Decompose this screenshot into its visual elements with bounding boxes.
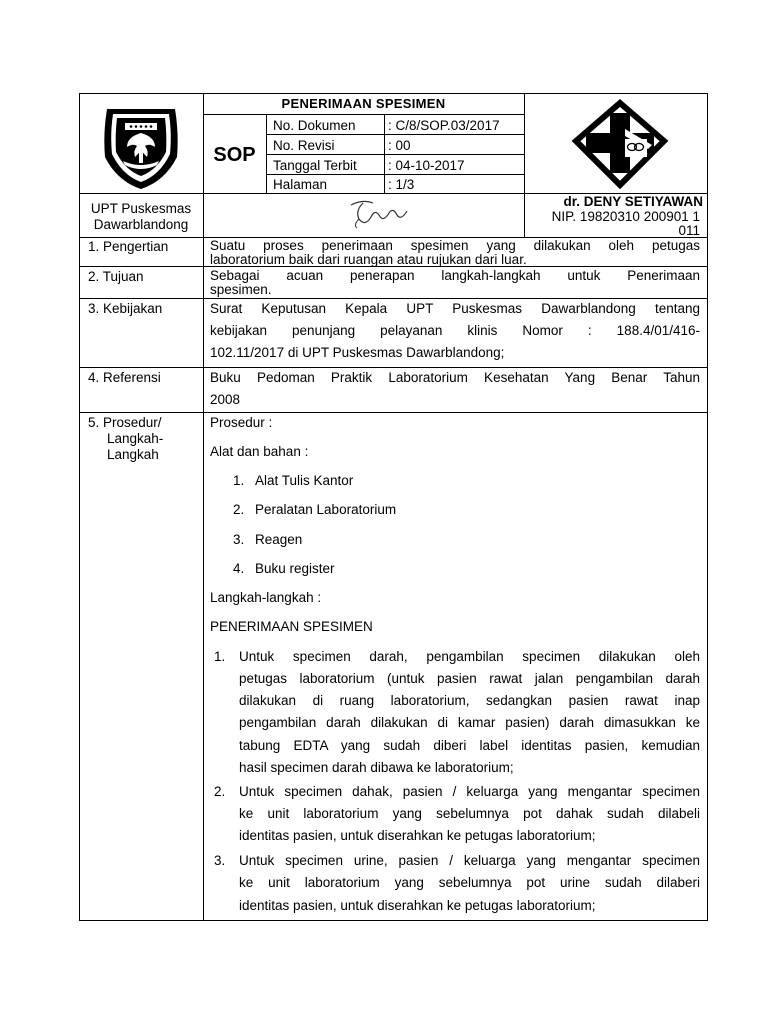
step-text: identitas pasien, untuk diserahkan ke petugas laboratorium; xyxy=(239,828,596,843)
document-title: PENERIMAAN SPESIMEN xyxy=(281,96,446,111)
section-text: kebijakan penunjang pelayanan klinis Nomor : 188.4/01/416- xyxy=(210,323,700,338)
steps-heading: Langkah-langkah : xyxy=(210,590,322,605)
sop-label: SOP xyxy=(213,144,256,166)
signature-mark xyxy=(345,197,415,231)
section-label: 4. Referensi xyxy=(88,370,161,385)
list-item: Buku register xyxy=(255,561,335,576)
unit-name: UPT Puskesmas xyxy=(90,201,192,216)
section-text: Surat Keputusan Kepala UPT Puskesmas Dawarblandong tentang xyxy=(210,301,700,316)
section-label: 1. Pengertian xyxy=(88,239,169,254)
table-border-bottom xyxy=(79,920,708,921)
step-text: Untuk specimen urine, pasien / keluarga yang mengantar specimen xyxy=(239,853,700,868)
signer-nip: NIP. 19820310 200901 1 xyxy=(551,209,700,224)
section-text: 2008 xyxy=(210,392,241,407)
step-text: hasil specimen darah dibawa ke laboratorium; xyxy=(239,760,514,775)
title-underline xyxy=(203,114,524,115)
step-number: 3. xyxy=(214,853,226,868)
meta-row-line xyxy=(266,134,524,135)
section-text: 102.11/2017 di UPT Puskesmas Dawarblandong; xyxy=(210,345,505,360)
regency-emblem-icon xyxy=(97,99,185,191)
section-label: Langkah- xyxy=(107,431,164,446)
section-text: Suatu proses penerimaan spesimen yang dilakukan oleh petugas xyxy=(210,238,700,253)
steps-subheading: PENERIMAAN SPESIMEN xyxy=(210,619,373,634)
step-text: Untuk specimen darah, pengambilan specimen dilakukan oleh xyxy=(239,649,700,664)
step-text: Untuk specimen dahak, pasien / keluarga yang mengantar specimen xyxy=(239,784,700,799)
list-item: Reagen xyxy=(255,532,303,547)
header-divider-right xyxy=(524,93,525,237)
row-line xyxy=(79,412,708,413)
step-text: ke unit laboratorium yang sebelumnya pot urine sudah dilaberi xyxy=(239,875,700,890)
signer-name: dr. DENY SETIYAWAN xyxy=(563,194,703,209)
row-line xyxy=(79,367,708,368)
section-label: 3. Kebijakan xyxy=(88,301,163,316)
step-text: pengambilan darah dilakukan di kamar pasien) darah dimasukkan ke xyxy=(239,715,700,730)
step-text: ke unit laboratorium yang sebelumnya pot dahak sudah dilabeli xyxy=(239,806,700,821)
step-number: 1. xyxy=(214,649,226,664)
list-number: 4. xyxy=(233,561,245,576)
step-text: identitas pasien, untuk diserahkan ke petugas laboratorium; xyxy=(239,898,596,913)
row-line xyxy=(79,298,708,299)
step-text: petugas laboratorium (untuk pasien rawat jalan pengambilan darah xyxy=(239,671,700,686)
meta-value: : 00 xyxy=(388,138,411,153)
unit-name: Dawarblandong xyxy=(93,217,189,232)
column-divider xyxy=(203,93,204,920)
step-number: 2. xyxy=(214,784,226,799)
section-text: spesimen. xyxy=(210,282,272,297)
section-text: Sebagai acuan penerapan langkah-langkah untuk Penerimaan xyxy=(210,268,700,283)
meta-label: Halaman xyxy=(273,177,328,192)
list-number: 1. xyxy=(233,473,245,488)
step-text: tabung EDTA yang sudah diberi label identitas pasien, kemudian xyxy=(239,738,700,753)
section-label: 2. Tujuan xyxy=(88,269,144,284)
list-number: 3. xyxy=(233,532,245,547)
list-item: Alat Tulis Kantor xyxy=(255,473,354,488)
section-label: Langkah xyxy=(107,447,159,462)
section-label: 5. Prosedur/ xyxy=(88,415,162,430)
materials-heading: Alat dan bahan : xyxy=(210,444,309,459)
list-number: 2. xyxy=(233,502,245,517)
meta-value: : 04-10-2017 xyxy=(388,158,465,173)
puskesmas-logo-icon xyxy=(570,99,670,189)
list-item: Peralatan Laboratorium xyxy=(255,502,397,517)
meta-value: : C/8/SOP.03/2017 xyxy=(388,118,500,133)
meta-row-line xyxy=(266,174,524,175)
meta-label: No. Dokumen xyxy=(273,118,356,133)
meta-row-line xyxy=(266,154,524,155)
meta-label: No. Revisi xyxy=(273,138,335,153)
step-text: dilakukan di ruang laboratorium, sedangkan pasien rawat inap xyxy=(239,693,700,708)
signer-nip: 011 xyxy=(678,223,700,238)
section-text: laboratorium baik dari ruangan atau rujukan dari luar. xyxy=(210,252,527,267)
section-text: Buku Pedoman Praktik Laboratorium Kesehatan Yang Benar Tahun xyxy=(210,370,700,385)
procedure-heading: Prosedur : xyxy=(210,415,273,430)
meta-value: : 1/3 xyxy=(388,177,415,192)
table-border-top xyxy=(79,93,708,94)
meta-label: Tanggal Terbit xyxy=(273,158,357,173)
table-border-right xyxy=(707,93,708,920)
